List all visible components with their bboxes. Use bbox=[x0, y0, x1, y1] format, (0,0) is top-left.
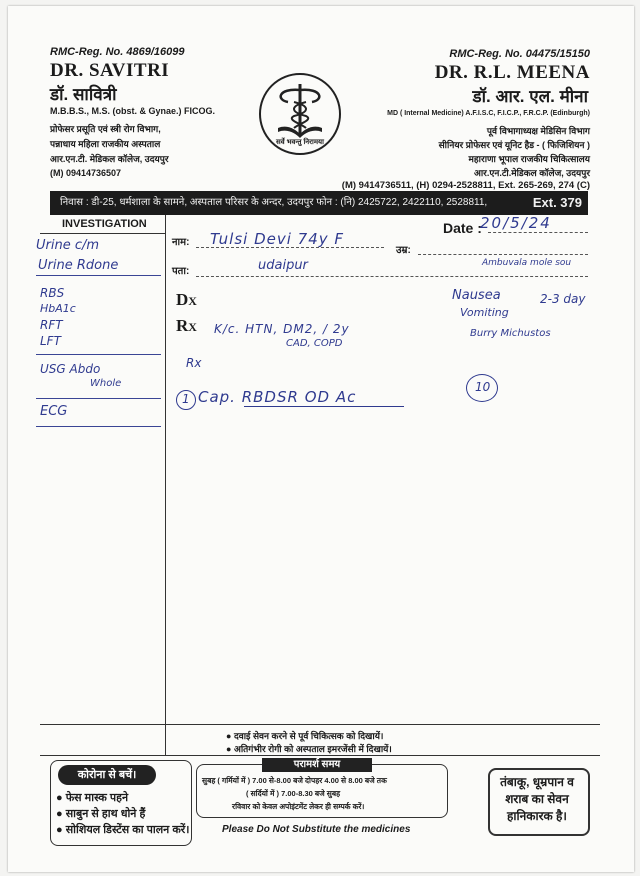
footer-notice-1: ● दवाई सेवन करने से पूर्व चिकित्सक को दिखायें। bbox=[226, 731, 384, 741]
caduceus-logo bbox=[258, 72, 342, 156]
patient-name-handwritten: Tulsi Devi 74y F bbox=[210, 230, 345, 248]
address-text: निवास : डी-25, धर्मशाला के सामने, अस्पताल परिसर के अन्दर, उदयपुर फोन : (नि) 2425722, 2422110, 2528811, bbox=[60, 197, 488, 208]
investigation-item: RBS bbox=[40, 286, 65, 300]
name-label: नाम: bbox=[172, 237, 190, 248]
investigation-separator bbox=[36, 426, 161, 427]
age-line bbox=[418, 254, 588, 255]
timing-line-1: सुबह ( गर्मियों में ) 7.00 से-8.00 बजे दोपहर 4.00 से 8.00 बजे तक bbox=[202, 776, 387, 785]
rx-symbol: RX bbox=[176, 316, 197, 335]
no-substitute-notice: Please Do Not Substitute the medicines bbox=[222, 824, 411, 835]
circled-count-value: 10 bbox=[475, 380, 491, 394]
investigation-item: RFT bbox=[40, 318, 63, 332]
age-label: उम्र: bbox=[396, 245, 411, 256]
footer-notice-2: ● अतिगंभीर रोगी को अस्पताल इमरजेंसी में दिखायें। bbox=[226, 744, 392, 754]
right-reg-number: RMC-Reg. No. 04475/15150 bbox=[449, 48, 590, 60]
address-label: पता: bbox=[172, 266, 190, 277]
corona-item: ● सोशियल डिस्टेंस का पालन करें। bbox=[56, 824, 190, 836]
right-doctor-name-hindi: डॉ. आर. एल. मीना bbox=[472, 87, 588, 106]
investigation-item: Urine Rdone bbox=[38, 258, 119, 273]
rx-label: R bbox=[176, 316, 189, 335]
footer-notice-1-text: दवाई सेवन करने से पूर्व चिकित्सक को दिखायें। bbox=[233, 731, 384, 741]
right-doctor-degrees: MD ( Internal Medicine) A.F.I.S.C, F.I.C.P., F.R.C.P. (Edinburgh) bbox=[387, 110, 590, 117]
investigation-underline bbox=[40, 233, 165, 234]
corona-title: कोरोना से बचें। bbox=[58, 765, 156, 785]
investigation-item: Whole bbox=[90, 378, 122, 389]
left-reg-number: RMC-Reg. No. 4869/16099 bbox=[50, 46, 185, 58]
investigation-item: ECG bbox=[40, 404, 68, 419]
left-doctor-title-1: प्रोफेसर प्रसूति एवं स्त्री रोग विभाग, bbox=[50, 124, 161, 134]
rx-number: 1 bbox=[182, 392, 190, 406]
left-doctor-phone: (M) 09414736507 bbox=[50, 168, 122, 178]
date-handwritten: 20/5/24 bbox=[480, 214, 552, 232]
footer-notice-2-text: अतिगंभीर रोगी को अस्पताल इमरजेंसी में दिखायें। bbox=[233, 744, 392, 754]
investigation-separator bbox=[36, 398, 161, 399]
rx-number-circle bbox=[176, 390, 196, 410]
investigation-separator bbox=[36, 275, 161, 276]
logo-caption: सर्वे भवन्तु निरामया bbox=[276, 139, 324, 146]
investigation-item: Urine c/m bbox=[36, 238, 100, 253]
investigation-label: INVESTIGATION bbox=[62, 218, 147, 230]
top-right-note: Ambuvala mole sou bbox=[482, 258, 572, 268]
date-label: Date : bbox=[443, 220, 482, 236]
right-doctor-name: DR. R.L. MEENA bbox=[434, 62, 590, 83]
complaint-3: Burry Michustos bbox=[470, 328, 551, 339]
left-doctor-title-2: पन्नाधाय महिला राजकीय अस्पताल bbox=[50, 139, 161, 149]
right-doctor-title-4: आर.एन.टी.मेडिकल कॉलेज, उदयपुर bbox=[473, 168, 590, 178]
tobacco-warning: तंबाकू, धूम्रपान व शराब का सेवन हानिकारक है। bbox=[500, 775, 574, 823]
left-doctor-name-hindi: डॉ. सावित्री bbox=[50, 85, 117, 104]
left-doctor-title-3: आर.एन.टी. मेडिकल कॉलेज, उदयपुर bbox=[50, 154, 169, 164]
right-doctor-title-3: महाराणा भूपाल राजकीय चिकित्सालय bbox=[468, 154, 590, 164]
dx-label: D bbox=[176, 290, 189, 309]
rx-handwritten-symbol: Rx bbox=[186, 356, 202, 370]
address-line bbox=[196, 276, 588, 277]
complaint-2: Vomiting bbox=[460, 306, 509, 319]
timing-line-2: ( सर्दियों में ) 7.00-8.30 बजे सुबह bbox=[246, 789, 341, 798]
corona-item-text: फेस मास्क पहने bbox=[65, 792, 129, 804]
extension-number: Ext. 379 bbox=[532, 195, 582, 210]
rx-medicine-line: Cap. RBDSR OD Ac bbox=[198, 388, 357, 406]
right-doctor-title-2: सीनियर प्रोफेसर एवं यूनिट हैड - ( फिजिशियन ) bbox=[438, 140, 590, 150]
circled-count bbox=[466, 374, 498, 402]
patient-address-handwritten: udaipur bbox=[258, 258, 308, 273]
timing-line-3: रविवार को केवल अपोइंटमेंट लेकर ही सम्पर्क करें। bbox=[232, 802, 365, 811]
footer-rule bbox=[40, 755, 600, 756]
investigation-separator bbox=[36, 354, 161, 355]
corona-item-text: साबुन से हाथ धोने हैं bbox=[65, 808, 146, 820]
investigation-item: HbA1c bbox=[40, 302, 76, 315]
timing-title: परामर्श समय bbox=[262, 758, 372, 772]
complaint-1: Nausea bbox=[452, 288, 501, 303]
corona-item: ● साबुन से हाथ धोने हैं bbox=[56, 808, 146, 820]
rx-underline bbox=[244, 406, 404, 407]
investigation-column-divider bbox=[165, 215, 166, 755]
corona-item-text: सोशियल डिस्टेंस का पालन करें। bbox=[65, 824, 190, 836]
investigation-item: USG Abdo bbox=[40, 362, 101, 376]
left-doctor-degrees: M.B.B.S., M.S. (obst. & Gynae.) FICOG. bbox=[50, 106, 216, 116]
medical-history-2: CAD, COPD bbox=[286, 338, 343, 349]
residence-address-bar bbox=[50, 191, 588, 215]
right-doctor-title-1: पूर्व विभागाध्यक्ष मेडिसिन विभाग bbox=[486, 126, 590, 136]
date-line bbox=[488, 232, 588, 233]
left-doctor-name: DR. SAVITRI bbox=[50, 60, 170, 81]
dx-symbol: DX bbox=[176, 290, 197, 309]
complaint-duration: 2-3 day bbox=[540, 292, 586, 306]
footer-top-rule bbox=[40, 724, 600, 725]
corona-item: ● फेस मास्क पहने bbox=[56, 792, 129, 804]
medical-history: K/c. HTN, DM2, / 2y bbox=[214, 322, 350, 336]
investigation-item: LFT bbox=[40, 334, 61, 348]
right-doctor-phone: (M) 9414736511, (H) 0294-2528811, Ext. 265-269, 274 (C) bbox=[341, 180, 590, 191]
